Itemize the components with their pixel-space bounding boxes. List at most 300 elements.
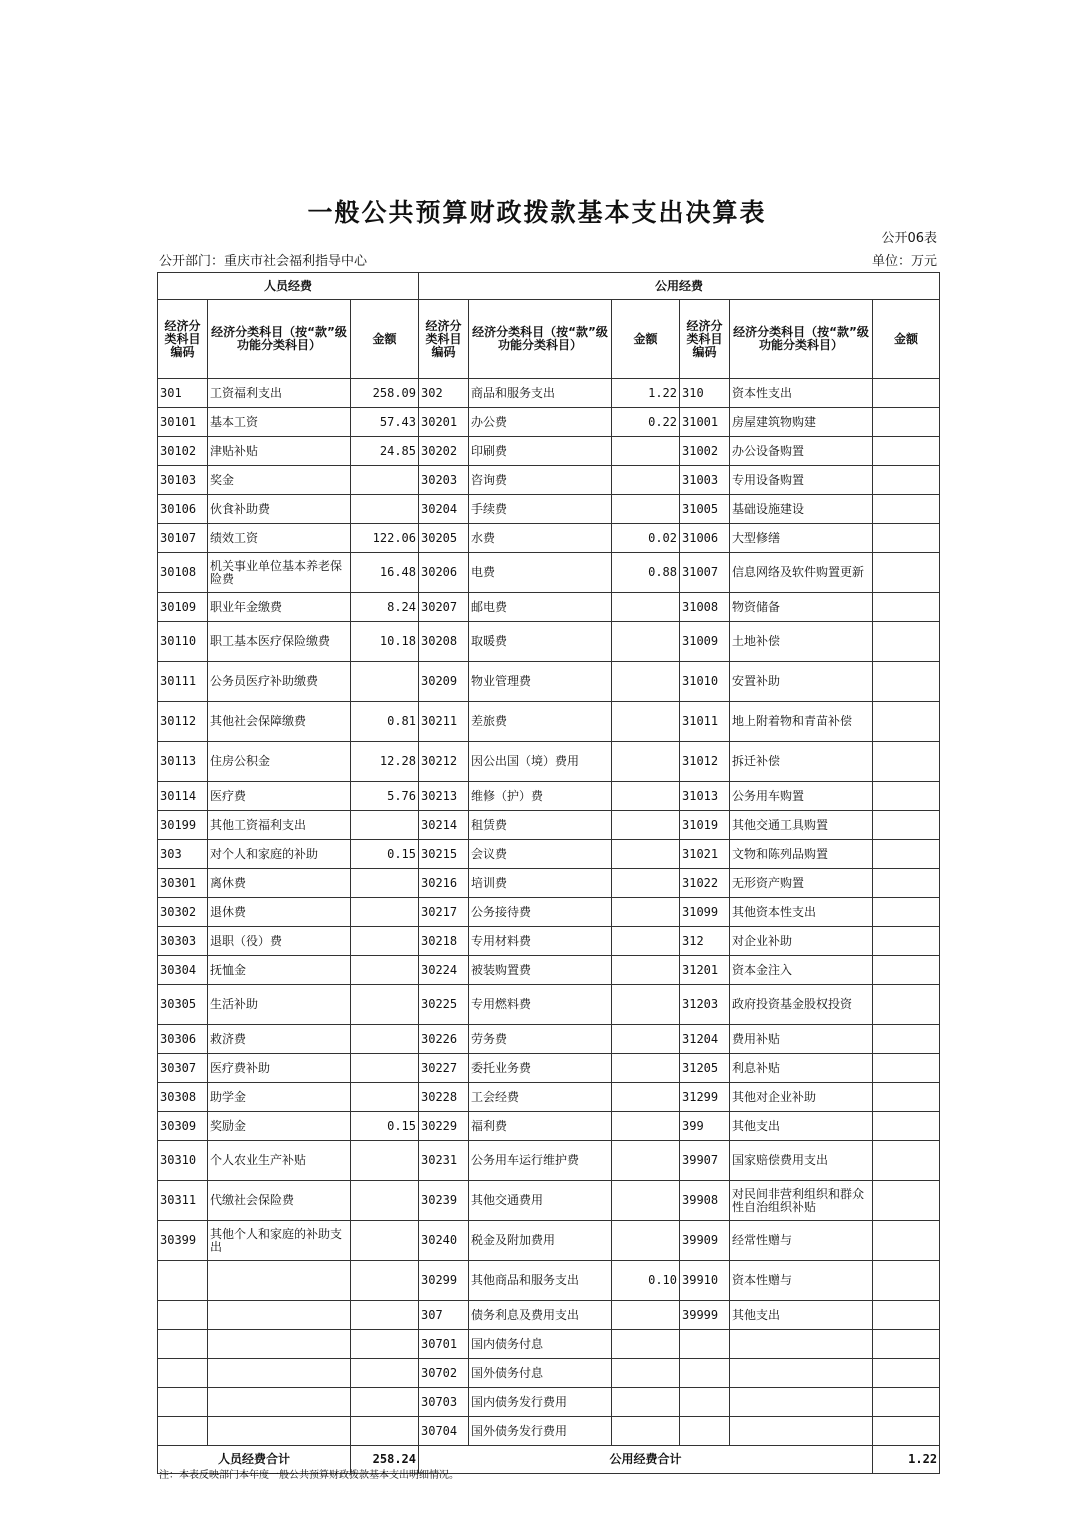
table-row [158,622,940,662]
code-cell: 30215 [419,840,469,869]
code-header: 经济分类科目编码 [158,300,208,379]
code-cell [680,1330,730,1359]
code-cell: 30311 [158,1181,208,1221]
public-section-header: 公用经费 [419,273,940,300]
code-cell: 30212 [419,742,469,782]
amount-cell [612,466,680,495]
code-cell: 30399 [158,1221,208,1261]
amount-cell: 122.06 [351,524,419,553]
amount-cell [612,956,680,985]
code-cell [158,1301,208,1330]
name-cell [730,1388,873,1417]
table-row [158,593,940,622]
amount-cell [612,927,680,956]
code-cell: 30206 [419,553,469,593]
amount-cell [612,1359,680,1388]
name-cell: 医疗费 [208,782,351,811]
amount-cell: 0.15 [351,840,419,869]
name-cell: 国外债务付息 [469,1359,612,1388]
code-cell: 30703 [419,1388,469,1417]
amount-cell [873,1301,940,1330]
code-cell: 30203 [419,466,469,495]
name-cell: 印刷费 [469,437,612,466]
name-header: 经济分类科目（按“款”级功能分类科目） [208,300,351,379]
amount-cell: 1.22 [612,379,680,408]
code-cell: 30112 [158,702,208,742]
name-cell: 专用材料费 [469,927,612,956]
amount-cell [351,1025,419,1054]
amount-cell [612,1025,680,1054]
name-cell: 离休费 [208,869,351,898]
amount-cell [351,1181,419,1221]
code-cell: 31002 [680,437,730,466]
amount-cell [873,811,940,840]
amount-cell [873,1221,940,1261]
code-cell: 31005 [680,495,730,524]
amount-cell [612,811,680,840]
amount-cell [873,622,940,662]
code-cell: 31003 [680,466,730,495]
code-cell: 30309 [158,1112,208,1141]
name-cell: 个人农业生产补贴 [208,1141,351,1181]
code-cell [158,1388,208,1417]
amount-cell [612,1054,680,1083]
name-cell: 奖金 [208,466,351,495]
table-row [158,869,940,898]
name-cell: 生活补助 [208,985,351,1025]
name-cell: 资本性赠与 [730,1261,873,1301]
table-row [158,1388,940,1417]
name-cell: 费用补贴 [730,1025,873,1054]
name-cell [208,1301,351,1330]
name-cell: 国内债务发行费用 [469,1388,612,1417]
code-cell: 30213 [419,782,469,811]
name-cell [208,1417,351,1446]
code-cell: 307 [419,1301,469,1330]
amount-cell: 0.15 [351,1112,419,1141]
form-number: 公开06表 [881,231,937,246]
amount-header: 金额 [873,300,940,379]
amount-cell [612,495,680,524]
amount-cell [873,1359,940,1388]
amount-cell [873,1261,940,1301]
code-cell: 30224 [419,956,469,985]
amount-cell [612,622,680,662]
code-cell: 30205 [419,524,469,553]
name-cell: 住房公积金 [208,742,351,782]
code-cell: 30704 [419,1417,469,1446]
code-cell: 30702 [419,1359,469,1388]
amount-cell: 8.24 [351,593,419,622]
name-cell: 信息网络及软件购置更新 [730,553,873,593]
code-cell: 30218 [419,927,469,956]
code-cell: 30103 [158,466,208,495]
code-cell: 31201 [680,956,730,985]
code-cell: 31013 [680,782,730,811]
code-cell: 31010 [680,662,730,702]
code-cell: 30109 [158,593,208,622]
amount-cell [612,1141,680,1181]
code-cell: 31012 [680,742,730,782]
code-cell: 30228 [419,1083,469,1112]
table-row [158,495,940,524]
name-cell: 土地补偿 [730,622,873,662]
name-cell: 国内债务付息 [469,1330,612,1359]
amount-cell [612,1112,680,1141]
code-cell: 30207 [419,593,469,622]
amount-cell [351,869,419,898]
code-cell: 30211 [419,702,469,742]
table-row [158,742,940,782]
name-cell: 资本金注入 [730,956,873,985]
code-cell: 31021 [680,840,730,869]
name-header: 经济分类科目（按“款”级功能分类科目） [730,300,873,379]
table-row [158,1112,940,1141]
name-cell: 其他支出 [730,1112,873,1141]
table-row [158,1417,940,1446]
name-cell: 其他商品和服务支出 [469,1261,612,1301]
footnote: 注：本表反映部门本年度一般公共预算财政拨款基本支出明细情况。 [159,1470,459,1481]
name-cell: 退职（役）费 [208,927,351,956]
code-cell: 301 [158,379,208,408]
table-row [158,553,940,593]
unit-label: 单位：万元 [871,254,937,269]
name-cell: 差旅费 [469,702,612,742]
table-row [158,1054,940,1083]
amount-cell [873,869,940,898]
code-cell: 30106 [158,495,208,524]
name-cell: 政府投资基金股权投资 [730,985,873,1025]
code-cell: 312 [680,927,730,956]
code-cell: 30108 [158,553,208,593]
code-cell: 30229 [419,1112,469,1141]
table-row [158,1221,940,1261]
name-cell: 基础设施建设 [730,495,873,524]
table-row [158,840,940,869]
name-cell: 福利费 [469,1112,612,1141]
name-cell: 办公设备购置 [730,437,873,466]
amount-cell [873,495,940,524]
code-cell [158,1330,208,1359]
personnel-section-header: 人员经费 [158,273,419,300]
name-cell: 物资储备 [730,593,873,622]
name-cell: 机关事业单位基本养老保险费 [208,553,351,593]
name-cell: 债务利息及费用支出 [469,1301,612,1330]
name-cell: 文物和陈列品购置 [730,840,873,869]
name-cell: 水费 [469,524,612,553]
name-cell: 国外债务发行费用 [469,1417,612,1446]
name-cell: 安置补助 [730,662,873,702]
name-cell: 其他支出 [730,1301,873,1330]
amount-cell [873,1025,940,1054]
name-cell: 拆迁补偿 [730,742,873,782]
table-row [158,985,940,1025]
name-cell: 专用燃料费 [469,985,612,1025]
code-cell: 30310 [158,1141,208,1181]
amount-cell [612,1083,680,1112]
amount-cell [612,742,680,782]
code-cell: 30214 [419,811,469,840]
amount-cell: 57.43 [351,408,419,437]
code-cell: 30204 [419,495,469,524]
name-cell: 被装购置费 [469,956,612,985]
amount-cell [873,782,940,811]
amount-cell [351,662,419,702]
amount-cell [351,811,419,840]
amount-cell: 12.28 [351,742,419,782]
name-cell: 公务用车运行维护费 [469,1141,612,1181]
table-row [158,782,940,811]
amount-cell [873,408,940,437]
code-cell: 30307 [158,1054,208,1083]
code-cell: 302 [419,379,469,408]
name-cell [730,1330,873,1359]
name-cell: 办公费 [469,408,612,437]
name-cell: 对企业补助 [730,927,873,956]
amount-cell [612,782,680,811]
table-row [158,524,940,553]
amount-cell: 0.22 [612,408,680,437]
code-cell: 30231 [419,1141,469,1181]
code-cell: 310 [680,379,730,408]
amount-cell [351,927,419,956]
code-cell: 31011 [680,702,730,742]
code-cell: 30208 [419,622,469,662]
table-row [158,1301,940,1330]
code-cell: 31007 [680,553,730,593]
amount-cell: 0.02 [612,524,680,553]
department-label: 公开部门：重庆市社会福利指导中心 [159,254,368,269]
table-row [158,437,940,466]
code-cell: 31006 [680,524,730,553]
amount-cell [873,1112,940,1141]
name-cell: 租赁费 [469,811,612,840]
code-cell: 30107 [158,524,208,553]
amount-cell [612,1417,680,1446]
table-row [158,811,940,840]
amount-cell [873,985,940,1025]
amount-cell [612,662,680,702]
table-row [158,379,940,408]
amount-cell [873,840,940,869]
amount-cell [873,1054,940,1083]
amount-cell: 258.09 [351,379,419,408]
name-cell: 其他资本性支出 [730,898,873,927]
amount-header: 金额 [612,300,680,379]
code-cell: 30304 [158,956,208,985]
name-cell [208,1359,351,1388]
name-cell: 助学金 [208,1083,351,1112]
name-cell: 资本性支出 [730,379,873,408]
table-row [158,466,940,495]
name-cell [208,1388,351,1417]
name-cell: 对民间非营利组织和群众性自治组织补贴 [730,1181,873,1221]
name-cell: 抚恤金 [208,956,351,985]
name-cell: 医疗费补助 [208,1054,351,1083]
amount-cell [612,1181,680,1221]
amount-cell [873,662,940,702]
table-row [158,1261,940,1301]
amount-cell [351,1083,419,1112]
public-total-value: 1.22 [873,1446,940,1474]
name-cell: 因公出国（境）费用 [469,742,612,782]
amount-cell [351,1301,419,1330]
name-cell: 工资福利支出 [208,379,351,408]
amount-cell [612,840,680,869]
name-cell [730,1417,873,1446]
name-cell: 工会经费 [469,1083,612,1112]
amount-cell [351,466,419,495]
code-cell: 30225 [419,985,469,1025]
code-cell: 30306 [158,1025,208,1054]
table-row [158,1141,940,1181]
code-cell: 31299 [680,1083,730,1112]
name-cell [208,1330,351,1359]
amount-cell [612,898,680,927]
code-cell: 30301 [158,869,208,898]
name-cell [730,1359,873,1388]
table-row [158,1181,940,1221]
name-cell: 绩效工资 [208,524,351,553]
amount-cell: 5.76 [351,782,419,811]
amount-cell [351,1141,419,1181]
name-cell: 经常性赠与 [730,1221,873,1261]
amount-cell [351,956,419,985]
code-cell: 30111 [158,662,208,702]
name-cell: 税金及附加费用 [469,1221,612,1261]
code-cell: 39999 [680,1301,730,1330]
amount-cell [612,437,680,466]
table-row [158,956,940,985]
amount-cell [873,1330,940,1359]
code-cell: 30701 [419,1330,469,1359]
amount-cell [873,1388,940,1417]
amount-cell: 0.81 [351,702,419,742]
table-row [158,1083,940,1112]
code-cell: 30303 [158,927,208,956]
amount-cell [612,702,680,742]
amount-cell [873,593,940,622]
code-cell [158,1359,208,1388]
name-cell: 房屋建筑物购建 [730,408,873,437]
personnel-total-label: 人员经费合计 [158,1446,351,1474]
public-total-label: 公用经费合计 [419,1446,873,1474]
amount-cell [873,1181,940,1221]
name-cell: 其他对企业补助 [730,1083,873,1112]
code-cell: 30102 [158,437,208,466]
name-cell: 会议费 [469,840,612,869]
code-cell: 39908 [680,1181,730,1221]
amount-cell [612,869,680,898]
name-cell: 津贴补贴 [208,437,351,466]
amount-cell [351,495,419,524]
amount-cell [873,898,940,927]
code-cell: 39909 [680,1221,730,1261]
code-cell: 30308 [158,1083,208,1112]
name-cell: 无形资产购置 [730,869,873,898]
name-header: 经济分类科目（按“款”级功能分类科目） [469,300,612,379]
code-cell: 30110 [158,622,208,662]
amount-cell [873,1417,940,1446]
code-cell: 30113 [158,742,208,782]
code-cell: 30240 [419,1221,469,1261]
name-cell: 基本工资 [208,408,351,437]
name-cell: 维修（护）费 [469,782,612,811]
code-cell: 31022 [680,869,730,898]
code-cell: 31099 [680,898,730,927]
amount-cell [873,524,940,553]
name-cell: 其他工资福利支出 [208,811,351,840]
name-cell: 其他个人和家庭的补助支出 [208,1221,351,1261]
amount-cell: 10.18 [351,622,419,662]
code-cell [680,1388,730,1417]
name-cell: 电费 [469,553,612,593]
amount-cell: 16.48 [351,553,419,593]
amount-cell: 24.85 [351,437,419,466]
amount-cell [351,1330,419,1359]
amount-cell [873,379,940,408]
name-cell: 商品和服务支出 [469,379,612,408]
code-cell: 31204 [680,1025,730,1054]
name-cell: 手续费 [469,495,612,524]
code-cell: 39910 [680,1261,730,1301]
name-cell: 取暖费 [469,622,612,662]
amount-cell [873,437,940,466]
code-cell: 39907 [680,1141,730,1181]
table-row [158,662,940,702]
name-cell: 职工基本医疗保险缴费 [208,622,351,662]
amount-cell [612,1388,680,1417]
table-row [158,1025,940,1054]
code-cell: 30209 [419,662,469,702]
name-cell: 大型修缮 [730,524,873,553]
code-cell: 30217 [419,898,469,927]
code-cell: 30226 [419,1025,469,1054]
code-cell: 31009 [680,622,730,662]
amount-cell [873,1141,940,1181]
name-cell: 其他社会保障缴费 [208,702,351,742]
amount-cell [612,1330,680,1359]
table-row [158,927,940,956]
code-cell: 30202 [419,437,469,466]
code-cell [158,1417,208,1446]
code-cell [680,1359,730,1388]
name-cell: 救济费 [208,1025,351,1054]
name-cell: 委托业务费 [469,1054,612,1083]
code-cell: 31001 [680,408,730,437]
code-header: 经济分类科目编码 [680,300,730,379]
code-cell: 31203 [680,985,730,1025]
amount-cell [351,1388,419,1417]
name-cell: 利息补贴 [730,1054,873,1083]
code-cell: 31019 [680,811,730,840]
amount-cell [351,1261,419,1301]
name-cell: 邮电费 [469,593,612,622]
code-cell: 30199 [158,811,208,840]
code-cell [158,1261,208,1301]
amount-cell [612,1301,680,1330]
amount-cell: 0.10 [612,1261,680,1301]
code-cell: 30201 [419,408,469,437]
amount-cell [873,466,940,495]
name-cell: 职业年金缴费 [208,593,351,622]
amount-cell [873,956,940,985]
amount-cell [351,898,419,927]
table-row [158,1359,940,1388]
amount-cell [351,1359,419,1388]
name-cell: 培训费 [469,869,612,898]
code-cell: 303 [158,840,208,869]
